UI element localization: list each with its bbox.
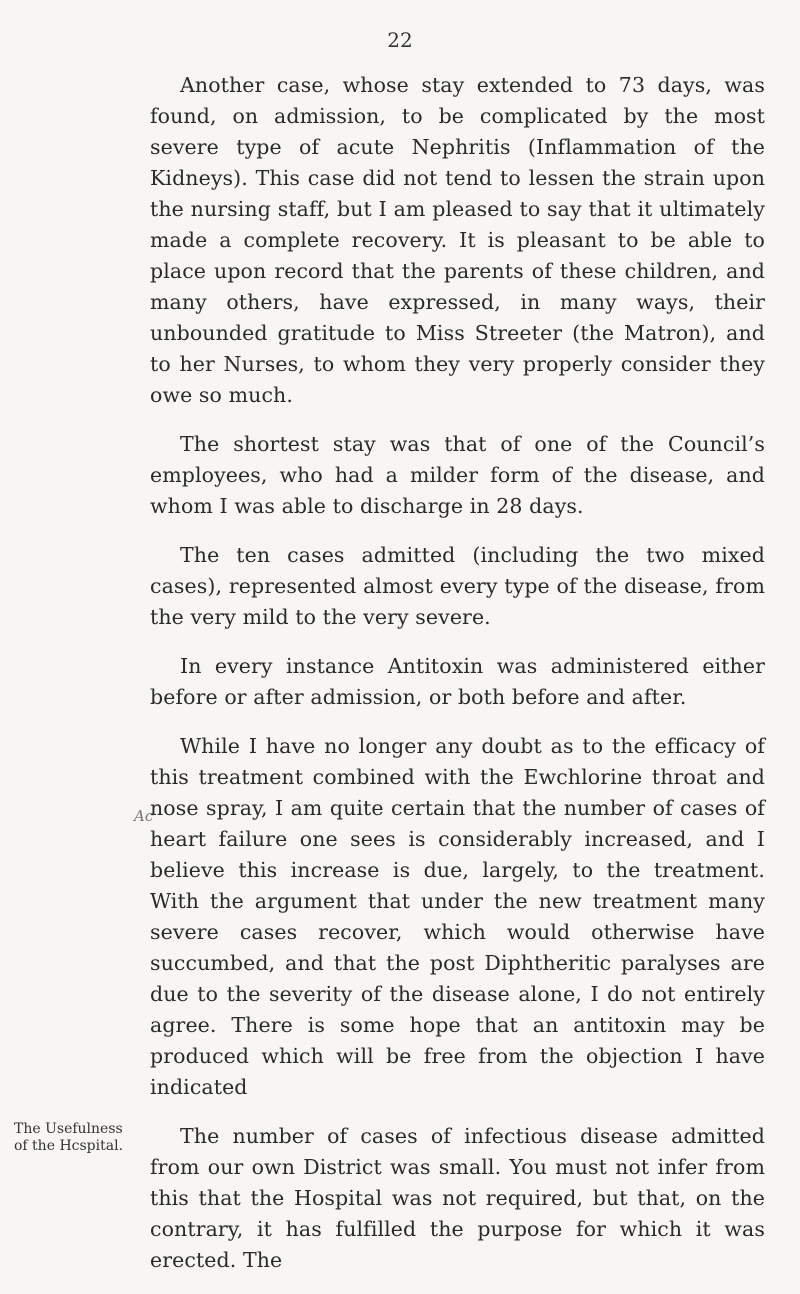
paragraph-2: The shortest stay was that of one of the Council’s employees, who had a milder form of the disease, and whom I was able to discharge in 28 days. bbox=[150, 432, 765, 518]
paragraph-3: The ten cases admitted (including the two mixed cases), represented almost every type of the disease, from the very mild to the very severe. bbox=[150, 543, 765, 629]
page-number: 22 bbox=[387, 28, 413, 52]
body-text bbox=[150, 70, 765, 1294]
paragraph-5: While I have no longer any doubt as to the efficacy of this treatment combined with the Ewchlorine throat and nose spray, I am quite certain that the number of cases of heart failure one sees is considerably increased, and I believe this increase is due, largely, to the treatment. With the argument that under the new treatment many severe cases recover, which would otherwise have succumbed, and that the post Diphtheritic paralyses are due to the severity of the disease alone, I do not entirely agree. There is some hope that an antitoxin may be produced which will be free from the objection I have indicated bbox=[150, 734, 765, 1099]
margin-note-line-1: The Usefulness bbox=[14, 1121, 123, 1137]
margin-handwritten-mark: Ac bbox=[134, 807, 154, 825]
paragraph-1: Another case, whose stay extended to 73 days, was found, on admission, to be complicated by the most severe type of acute Nephritis (Inflammation of the Kidneys). This case did not tend to lessen the strain upon the nursing staff, but I am pleased to say that it ultimately made a complete recovery. It is pleasant to be able to place upon record that the parents of these children, and many others, have expressed, in many ways, their unbounded gratitude to Miss Streeter (the Matron), and to her Nurses, to whom they very properly consider they owe so much. bbox=[150, 73, 765, 407]
paragraph-6: The number of cases of infectious disease admitted from our own District was small. You must not infer from this that the Hospital was not required, but that, on the contrary, it has fulfilled the purpose for which it was erected. The bbox=[150, 1124, 765, 1272]
margin-note-line-2: of the Hcspital. bbox=[14, 1138, 124, 1154]
margin-note bbox=[14, 1121, 123, 1155]
paragraph-4: In every instance Antitoxin was administered either before or after admission, or both before and after. bbox=[150, 654, 765, 709]
